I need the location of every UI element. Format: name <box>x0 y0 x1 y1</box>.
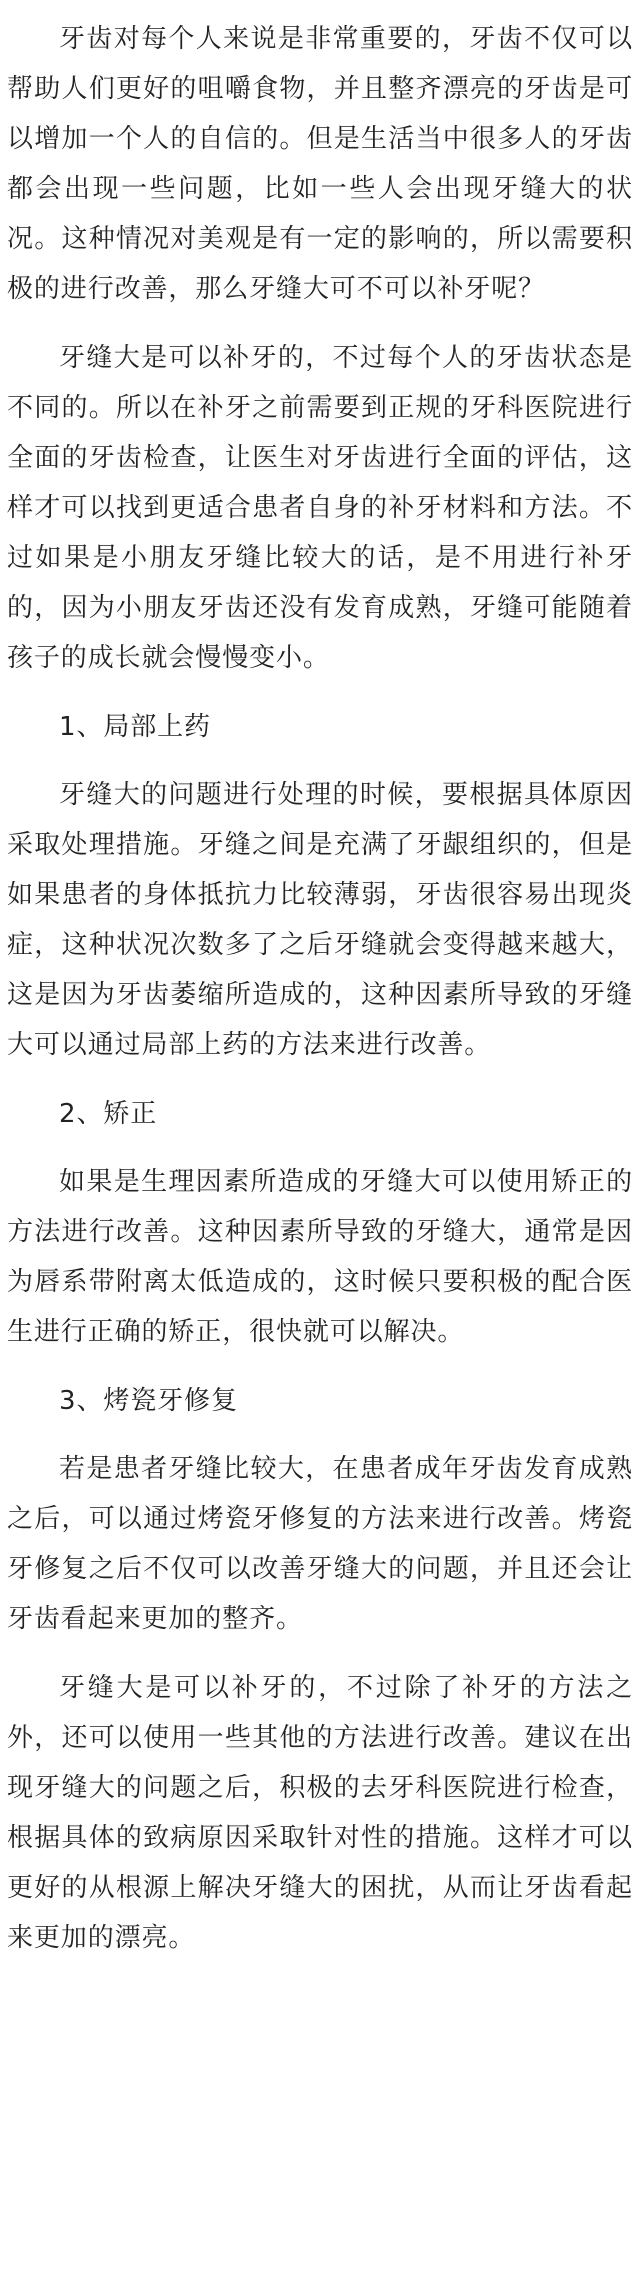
intro-paragraph: 牙齿对每个人来说是非常重要的，牙齿不仅可以帮助人们更好的咀嚼食物，并且整齐漂亮的牙齿是可以增加一个人的自信的。但是生活当中很多人的牙齿都会出现一些问题，比如一些人会出现牙缝大的状况。这种情况对美观是有一定的影响的，所以需要积极的进行改善，那么牙缝大可不可以补牙呢？ <box>7 24 633 304</box>
section-heading-porcelain-crown: 3、烤瓷牙修复 <box>59 1386 238 1416</box>
section-heading-orthodontics: 2、矫正 <box>59 1099 158 1129</box>
conclusion-paragraph: 牙缝大是可以补牙的，不过除了补牙的方法之外，还可以使用一些其他的方法进行改善。建议在出现牙缝大的问题之后，积极的去牙科医院进行检查，根据具体的致病原因采取针对性的措施。这样才可以更好的从根源上解决牙缝大的困扰，从而让牙齿看起来更加的漂亮。 <box>7 1673 633 1953</box>
porcelain-crown-paragraph: 若是患者牙缝比较大，在患者成年牙齿发育成熟之后，可以通过烤瓷牙修复的方法来进行改善。烤瓷牙修复之后不仅可以改善牙缝大的问题，并且还会让牙齿看起来更加的整齐。 <box>7 1454 633 1634</box>
section-heading-local-medication: 1、局部上药 <box>59 712 211 742</box>
local-medication-paragraph: 牙缝大的问题进行处理的时候，要根据具体原因采取处理措施。牙缝之间是充满了牙龈组织的，但是如果患者的身体抵抗力比较薄弱，牙齿很容易出现炎症，这种状况次数多了之后牙缝就会变得越来越大，这是因为牙齿萎缩所造成的，这种因素所导致的牙缝大可以通过局部上药的方法来进行改善。 <box>7 780 633 1060</box>
orthodontics-paragraph: 如果是生理因素所造成的牙缝大可以使用矫正的方法进行改善。这种因素所导致的牙缝大，通常是因为唇系带附离太低造成的，这时候只要积极的配合医生进行正确的矫正，很快就可以解决。 <box>7 1167 633 1347</box>
answer-paragraph: 牙缝大是可以补牙的，不过每个人的牙齿状态是不同的。所以在补牙之前需要到正规的牙科医院进行全面的牙齿检查，让医生对牙齿进行全面的评估，这样才可以找到更适合患者自身的补牙材料和方法。不过如果是小朋友牙缝比较大的话，是不用进行补牙的，因为小朋友牙齿还没有发育成熟，牙缝可能随着孩子的成长就会慢慢变小。 <box>7 343 633 673</box>
